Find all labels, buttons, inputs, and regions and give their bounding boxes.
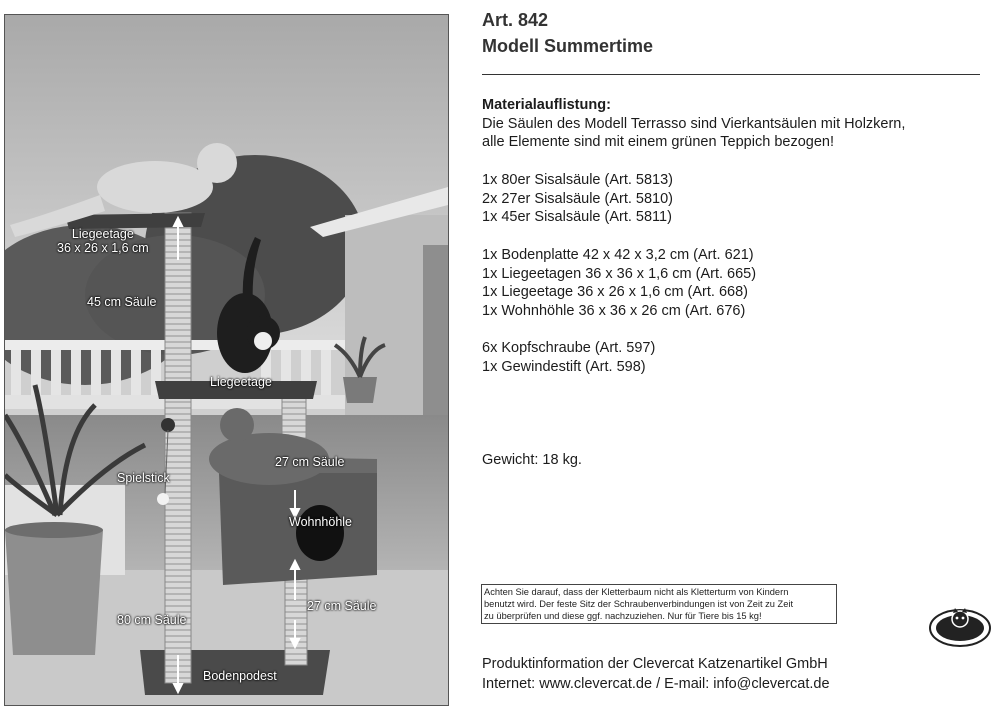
list-item: 1x 80er Sisalsäule (Art. 5813) <box>482 172 674 188</box>
label-spielstick: Spielstick <box>117 471 170 485</box>
material-intro-line-1: Die Säulen des Modell Terrasso sind Vierkantsäulen mit Holzkern, <box>482 115 906 132</box>
list-item: 1x Liegeetage 36 x 26 x 1,6 cm (Art. 668) <box>482 284 748 301</box>
list-item: 1x 45er Sisalsäule (Art. 5811) <box>482 209 672 226</box>
footer-contact: Internet: www.clevercat.de / E-mail: info@clevercat.de <box>482 676 830 692</box>
material-intro-line-2: alle Elemente sind mit einem grünen Teppich bezogen! <box>482 134 834 151</box>
safety-note-line-3: zu überprüfen und diese ggf. nachzuziehen. Nur für Tiere bis 15 kg! <box>484 611 762 621</box>
safety-note-line-1: Achten Sie darauf, dass der Kletterbaum nicht als Kletterturm von Kindern <box>484 587 789 597</box>
material-group-hardware <box>482 339 655 376</box>
label-saule-27-top: 27 cm Säule <box>275 455 345 469</box>
header-divider <box>482 74 980 75</box>
list-item: 1x Bodenplatte 42 x 42 x 3,2 cm (Art. 621) <box>482 247 754 263</box>
label-liegeetage-top <box>57 227 149 255</box>
list-item: 2x 27er Sisalsäule (Art. 5810) <box>482 190 674 207</box>
footer <box>482 654 830 694</box>
label-bodenpodest: Bodenpodest <box>203 669 277 683</box>
safety-note-line-2: benutzt wird. Der feste Sitz der Schraubenverbindungen ist von Zeit zu Zeit <box>484 599 794 609</box>
clevercat-logo <box>925 604 995 656</box>
list-item: 1x Gewindestift (Art. 598) <box>482 358 646 375</box>
label-liegeetage-mid: Liegeetage <box>210 375 272 389</box>
label-saule-80: 80 cm Säule <box>117 613 187 627</box>
article-number: Art. 842 <box>482 10 549 30</box>
label-liegeetage-top-dims: 36 x 26 x 1,6 cm <box>57 241 149 255</box>
product-photo <box>4 14 449 706</box>
list-item: 1x Wohnhöhle 36 x 36 x 26 cm (Art. 676) <box>482 302 746 319</box>
material-heading: Materialauflistung: <box>482 97 611 113</box>
model-name: Modell Summertime <box>482 36 654 56</box>
list-item: 6x Kopfschraube (Art. 597) <box>482 340 656 356</box>
label-saule-27-bottom: 27 cm Säule <box>307 599 377 613</box>
material-group-elements <box>482 246 756 320</box>
cat-tree-illustration <box>5 15 448 705</box>
material-section <box>482 96 905 152</box>
safety-note <box>481 584 837 624</box>
label-wohnhoehle: Wohnhöhle <box>289 515 353 529</box>
label-liegeetage-top-title: Liegeetage <box>71 227 134 241</box>
footer-company: Produktinformation der Clevercat Katzenartikel GmbH <box>482 656 828 672</box>
label-saule-45: 45 cm Säule <box>87 295 157 309</box>
list-item: 1x Liegeetagen 36 x 36 x 1,6 cm (Art. 665) <box>482 265 757 282</box>
weight-text: Gewicht: 18 kg. <box>482 452 582 468</box>
material-group-posts <box>482 171 673 227</box>
clevercat-logo-icon <box>925 604 995 656</box>
